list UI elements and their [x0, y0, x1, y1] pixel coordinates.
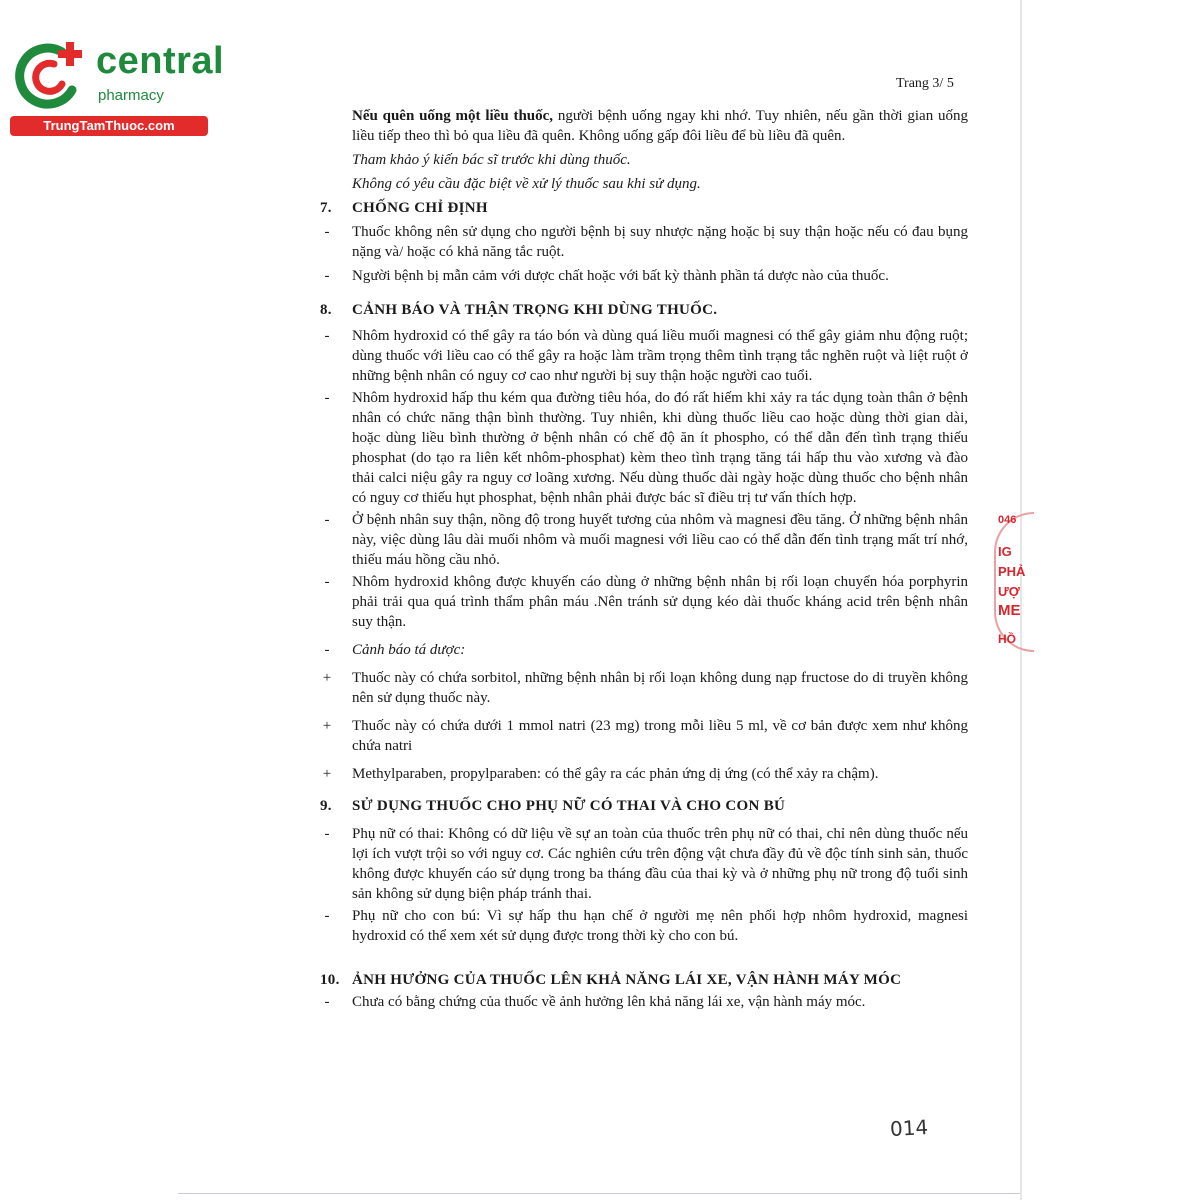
stamp-text: HỒ — [998, 632, 1016, 646]
plus-marker: + — [322, 718, 332, 734]
list-item — [320, 668, 968, 708]
missed-dose-paragraph — [352, 106, 968, 146]
dash-marker: - — [324, 224, 330, 240]
dash-marker: - — [324, 512, 330, 528]
list-item — [320, 992, 968, 1012]
list-item — [320, 266, 968, 286]
list-item-text: Nhôm hydroxid có thể gây ra táo bón và dùng quá liều muối magnesi có thể gây giảm nhu động ruột; dùng thuốc với liều cao có thể gây ra hoặc làm trầm trọng thêm tình trạng tắc nghẽn ruột và liệt ruột ở những bệnh nhân có nguy cơ cao như người bị suy thận hoặc người cao tuổi. — [352, 328, 968, 384]
page-number: Trang 3/ 5 — [896, 76, 954, 91]
list-item-text: Thuốc này có chứa sorbitol, những bệnh nhân bị rối loạn không dung nạp fructose do di truyền không nên sử dụng thuốc này. — [352, 670, 968, 706]
section-number: 8. — [320, 302, 332, 318]
central-pharmacy-logo — [10, 38, 230, 138]
logo-brand-text: central — [96, 40, 225, 82]
document-body — [320, 106, 968, 1012]
list-item-text: Người bệnh bị mẫn cảm với dược chất hoặc với bất kỳ thành phần tá dược nào của thuốc. — [352, 268, 889, 284]
list-item-text: Phụ nữ cho con bú: Vì sự hấp thu hạn chế ở người mẹ nên phối hợp nhôm hydroxid, magnesi hydroxid có thể xem xét sử dụng được trong thời kỳ cho con bú. — [352, 908, 968, 944]
dash-marker: - — [324, 328, 330, 344]
section-10-heading — [320, 970, 968, 990]
list-item — [320, 764, 968, 784]
section-number: 10. — [320, 972, 340, 988]
section-title: CẢNH BÁO VÀ THẬN TRỌNG KHI DÙNG THUỐC. — [352, 302, 718, 318]
approval-stamp — [994, 512, 1026, 660]
plus-marker: + — [322, 670, 332, 686]
list-item — [320, 716, 968, 756]
dash-marker: - — [324, 268, 330, 284]
section-number: 9. — [320, 798, 332, 814]
handwritten-page-number: 014 — [889, 1115, 929, 1141]
missed-dose-text: người bệnh uống ngay khi nhớ. Tuy nhiên, nếu gần thời gian uống liều tiếp theo thì bỏ qua liều đã quên. Không uống gấp đôi liều để bù liều đã quên. — [352, 108, 968, 144]
bottom-divider — [178, 1193, 1020, 1194]
list-item-text: Ở bệnh nhân suy thận, nồng độ trong huyết tương của nhôm và magnesi đều tăng. Ở những bệnh nhân này, việc dùng lâu dài muối nhôm và muối magnesi với liều cao có thể dẫn đến tình trạng mất trí nhớ, thiếu máu hồng cầu nhỏ. — [352, 512, 968, 568]
section-title: ẢNH HƯỞNG CỦA THUỐC LÊN KHẢ NĂNG LÁI XE, VẬN HÀNH MÁY MÓC — [352, 972, 902, 988]
stamp-text: ƯỢ — [998, 584, 1020, 599]
list-item — [320, 906, 968, 946]
dash-marker: - — [324, 574, 330, 590]
list-item — [320, 388, 968, 508]
section-9-heading — [320, 796, 968, 816]
section-7-heading — [320, 198, 968, 218]
list-item-text: Phụ nữ có thai: Không có dữ liệu về sự an toàn của thuốc trên phụ nữ có thai, chỉ nên dùng thuốc nếu lợi ích vượt trội so với nguy cơ. Các nghiên cứu trên động vật chưa đầy đủ về độc tính sinh sản, thuốc không được khuyến cáo sử dụng trong ba tháng đầu của thai kỳ và ở những phụ nữ trong độ tuổi sinh sản không sử dụng biện pháp tránh thai. — [352, 826, 968, 902]
list-item-text: Methylparaben, propylparaben: có thể gây ra các phản ứng dị ứng (có thể xảy ra chậm). — [352, 766, 879, 782]
list-item — [320, 824, 968, 904]
stamp-text: PHẢ — [998, 564, 1026, 579]
list-item — [320, 222, 968, 262]
plus-marker: + — [322, 766, 332, 782]
list-item-text: Thuốc không nên sử dụng cho người bệnh bị suy nhược nặng hoặc bị suy thận hoặc nếu có đau bụng nặng và/ hoặc có khả năng tắc ruột. — [352, 224, 968, 260]
list-item — [320, 640, 968, 660]
dash-marker: - — [324, 642, 330, 658]
dash-marker: - — [324, 908, 330, 924]
section-number: 7. — [320, 200, 332, 216]
list-item-text: Nhôm hydroxid không được khuyến cáo dùng ở những bệnh nhân bị rối loạn chuyển hóa porphyrin phải trải qua quá trình thẩm phân máu .Nên tránh sử dụng kéo dài thuốc kháng acid trên bệnh nhân suy thận. — [352, 574, 968, 630]
disposal-note: Không có yêu cầu đặc biệt về xử lý thuốc sau khi sử dụng. — [352, 176, 701, 192]
list-item — [320, 572, 968, 632]
logo-sub-text: pharmacy — [98, 87, 164, 104]
pharmacy-cross-icon — [10, 38, 90, 110]
logo-website-banner[interactable]: TrungTamThuoc.com — [10, 116, 208, 136]
dash-marker: - — [324, 390, 330, 406]
stamp-text: 046 — [998, 514, 1017, 526]
section-title: CHỐNG CHỈ ĐỊNH — [352, 200, 488, 216]
dash-marker: - — [324, 994, 330, 1010]
section-8-heading — [320, 300, 968, 320]
section-title: SỬ DỤNG THUỐC CHO PHỤ NỮ CÓ THAI VÀ CHO CON BÚ — [352, 798, 786, 814]
list-item — [320, 326, 968, 386]
dash-marker: - — [324, 826, 330, 842]
list-item-text: Thuốc này có chứa dưới 1 mmol natri (23 mg) trong mỗi liều 5 ml, về cơ bản được xem như không chứa natri — [352, 718, 968, 754]
list-item-text: Nhôm hydroxid hấp thu kém qua đường tiêu hóa, do đó rất hiếm khi xảy ra tác dụng toàn thân ở bệnh nhân có chức năng thận bình thường. Tuy nhiên, khi dùng thuốc liều cao hoặc dùng thời gian dài, hoặc dùng liều bình thường ở bệnh nhân có chế độ ăn ít phospho, có thể dẫn đến tình trạng thiếu phosphat (do tạo ra liên kết nhôm-phosphat) kèm theo tình trạng tăng tái hấp thu vào xương và đào thải calci niệu gây ra nguy cơ loãng xương. Nếu dùng thuốc dài ngày hoặc dùng thuốc cho bệnh nhân có nguy cơ thiếu hụt phosphat, bệnh nhân phải được bác sĩ điều trị tư vấn thích hợp. — [352, 390, 968, 506]
excipient-warning-title: Cảnh báo tá dược: — [352, 642, 466, 658]
stamp-ring — [994, 512, 1034, 652]
stamp-text: IG — [998, 544, 1012, 559]
stamp-text: ME — [998, 602, 1021, 619]
consult-note: Tham khảo ý kiến bác sĩ trước khi dùng thuốc. — [352, 152, 631, 168]
intro-block — [320, 106, 968, 194]
list-item — [320, 510, 968, 570]
list-item-text: Chưa có bằng chứng của thuốc về ảnh hưởng lên khả năng lái xe, vận hành máy móc. — [352, 994, 866, 1010]
missed-dose-lead: Nếu quên uống một liều thuốc, — [352, 108, 554, 124]
